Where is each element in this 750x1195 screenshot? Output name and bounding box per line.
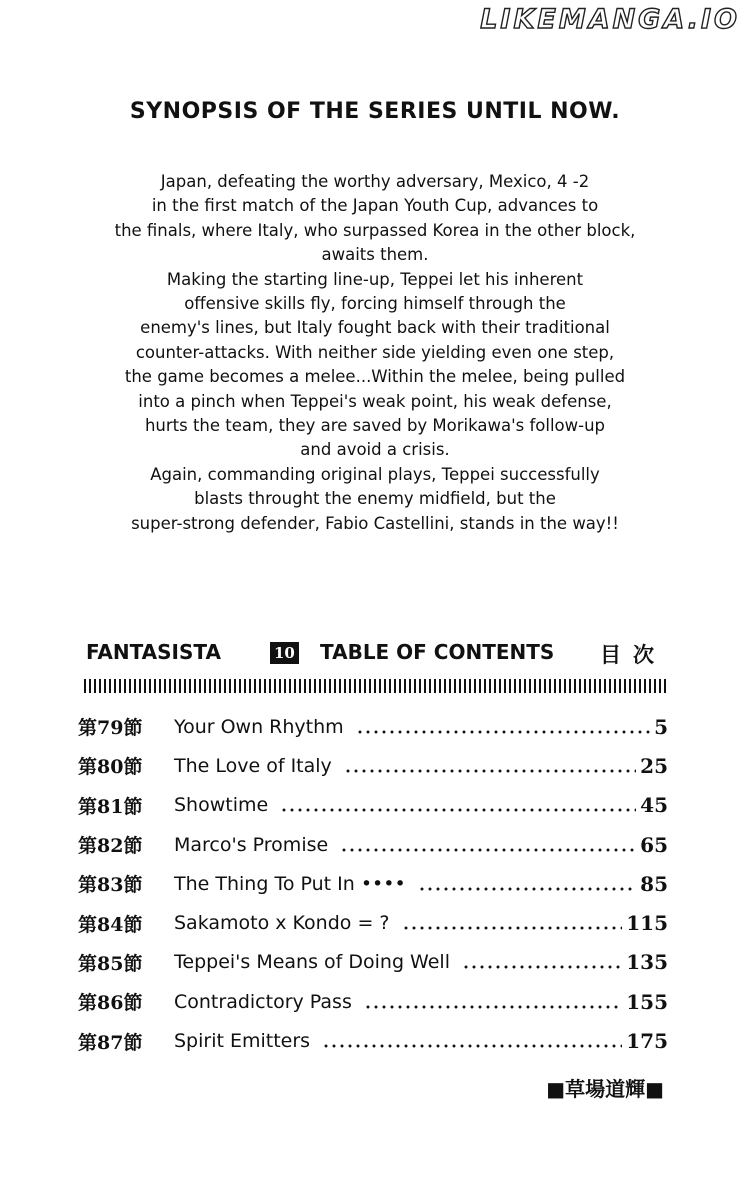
synopsis-line: awaits them.: [321, 245, 429, 265]
chapter-page: 135: [626, 950, 668, 975]
dot-leader: [402, 926, 623, 930]
toc-list: [78, 707, 668, 1061]
chapter-page: 155: [626, 989, 668, 1014]
chapter-number: 第83節: [78, 874, 143, 897]
chapter-number: 第87節: [78, 1031, 143, 1054]
toc-entry: [78, 1021, 668, 1060]
chapter-number: 第86節: [78, 992, 143, 1015]
dot-leader: [364, 1005, 622, 1009]
chapter-number: 第84節: [78, 913, 143, 936]
toc-header: [86, 640, 666, 670]
chapter-title: Showtime: [174, 794, 269, 817]
toc-entry: [78, 943, 668, 982]
synopsis-line: enemy's lines, but Italy fought back with their traditional: [140, 318, 610, 338]
chapter-number: 第80節: [78, 756, 143, 779]
synopsis-heading: SYNOPSIS OF THE SERIES UNTIL NOW.: [129, 98, 621, 124]
toc-title-japanese: 目次: [600, 643, 666, 667]
dot-leader: [322, 1044, 622, 1048]
dot-leader: [340, 848, 636, 852]
chapter-page: 85: [640, 871, 668, 896]
dot-leader: [280, 808, 636, 812]
chapter-page: 65: [640, 832, 668, 857]
synopsis-line: the game becomes a melee...Within the melee, being pulled: [124, 367, 626, 387]
synopsis-line: super-strong defender, Fabio Castellini, stands in the way!!: [131, 513, 619, 533]
toc-entry: [78, 982, 668, 1021]
dot-leader: [356, 730, 650, 734]
synopsis-line: into a pinch when Teppei's weak point, his weak defense,: [138, 391, 612, 411]
chapter-page: 25: [640, 753, 668, 778]
synopsis-line: offensive skills fly, forcing himself through the: [184, 294, 566, 314]
series-title: FANTASISTA: [86, 640, 221, 664]
toc-entry: [78, 903, 668, 942]
dot-leader: [344, 769, 636, 773]
toc-entry: [78, 864, 668, 903]
synopsis-line: hurts the team, they are saved by Morikawa's follow-up: [144, 416, 606, 436]
chapter-title: Teppei's Means of Doing Well: [174, 951, 450, 974]
author-name: ■草場道輝■: [546, 1077, 664, 1101]
chapter-page: 5: [654, 714, 668, 739]
dot-leader: [462, 965, 622, 969]
toc-entry: [78, 786, 668, 825]
toc-title: TABLE OF CONTENTS: [320, 640, 555, 664]
toc-entry: [78, 825, 668, 864]
chapter-number: 第82節: [78, 835, 143, 858]
decorative-bar-divider: [84, 679, 666, 693]
synopsis-text: [40, 170, 710, 536]
synopsis-line: Again, commanding original plays, Teppei successfully: [150, 464, 600, 484]
chapter-title: The Thing To Put In ••••: [174, 872, 406, 895]
synopsis-line: Japan, defeating the worthy adversary, Mexico, 4 -2: [160, 172, 590, 191]
chapter-title: Sakamoto x Kondo = ?: [174, 912, 390, 935]
chapter-title: Marco's Promise: [174, 833, 329, 856]
chapter-number: 第81節: [78, 795, 143, 818]
chapter-page: 45: [640, 793, 668, 818]
watermark-logo: LIKEMANGA.IO: [480, 4, 740, 35]
chapter-number: 第85節: [78, 952, 143, 975]
synopsis-line: and avoid a crisis.: [300, 440, 450, 460]
synopsis-line: Making the starting line-up, Teppei let his inherent: [166, 269, 584, 289]
synopsis-line: the finals, where Italy, who surpassed Korea in the other block,: [114, 220, 636, 240]
synopsis-line: blasts throught the enemy midfield, but the: [194, 489, 556, 509]
chapter-title: Your Own Rhythm: [174, 715, 344, 738]
chapter-page: 115: [626, 911, 668, 936]
synopsis-line: in the first match of the Japan Youth Cup, advances to: [151, 196, 599, 216]
toc-entry: [78, 746, 668, 785]
synopsis-line: counter-attacks. With neither side yielding even one step,: [135, 342, 615, 362]
volume-badge: 10: [270, 642, 299, 664]
chapter-number: 第79節: [78, 717, 143, 740]
chapter-title: The Love of Italy: [174, 754, 332, 777]
dot-leader: [418, 887, 637, 891]
toc-entry: [78, 707, 668, 746]
chapter-title: Contradictory Pass: [174, 990, 352, 1013]
chapter-page: 175: [626, 1029, 668, 1054]
chapter-title: Spirit Emitters: [174, 1030, 311, 1053]
